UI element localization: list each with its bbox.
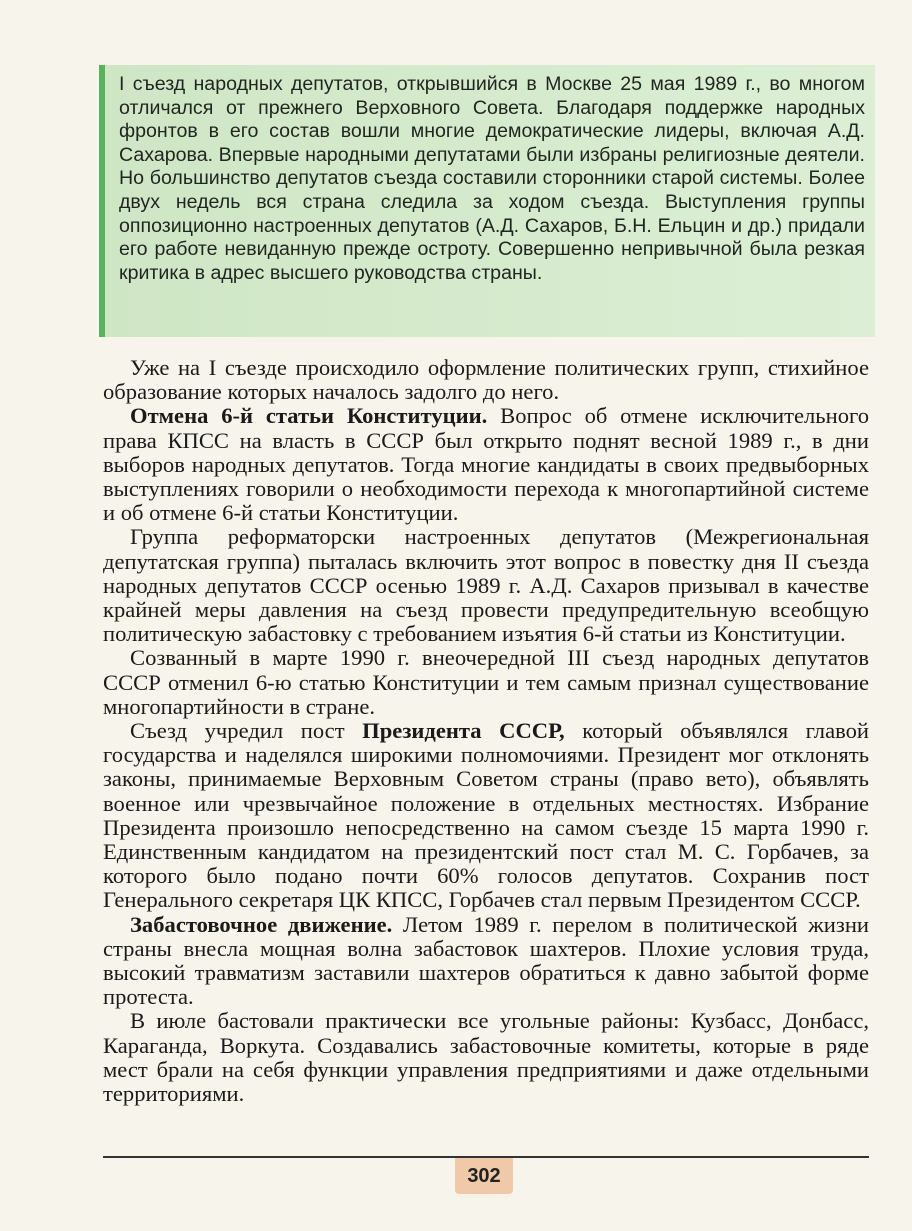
sidebar-box-text: I съезд народных депутатов, открывшийся в Москве 25 мая 1989 г., во многом отличался от прежнего Верховного Совета. Благодаря поддержке народных фронтов в его состав вошли многие демократические лидеры, включая А.Д. Сахарова. Впервые народными депутатами были избраны религиозные деятели. Но большинство депутатов съезда составили сторонники старой системы. Более двух недель вся страна следила за ходом съезда. Выступления группы оппозиционно настроенных депутатов (А.Д. Сахаров, Б.Н. Ельцин и др.) придали его работе невиданную прежде остроту. Совершенно непривычной была резкая критика в адрес высшего руководства страны.: [119, 73, 865, 284]
paragraph-5: [103, 719, 869, 913]
paragraph-6: [103, 913, 869, 1010]
paragraph-2-text: Вопрос об отмене исключительного права КПСС на власть в СССР был открыто поднят весной 1989 г., в дни выборов народных депутатов. Тогда многие кандидаты в своих предвыборных выступлениях говорили о необходимости перехода к многопартийной системе и об отмене 6-й статьи Конституции.: [103, 403, 870, 526]
main-text-column: [103, 356, 869, 1106]
paragraph-4: Созванный в марте 1990 г. внеочередной III съезд народных депутатов СССР отменил 6-ю статью Конституции и тем самым признал существование многопартийности в стране.: [103, 645, 869, 719]
section-heading-article-6: Отмена 6-й статьи Конституции.: [130, 403, 488, 429]
paragraph-3: Группа реформаторски настроенных депутатов (Межрегиональная депутатская группа) пыталась включить этот вопрос в повестку дня II съезда народных депутатов СССР осенью 1989 г. А.Д. Сахаров призывал в качестве крайней меры давления на съезд провести предупредительную всеобщую политическую забастовку с требованием изъятия 6-й статьи из Конституции.: [103, 524, 869, 647]
term-president-ussr: Президента СССР,: [362, 718, 565, 744]
paragraph-5-post: который объявлялся главой государства и наделялся широкими полномочиями. Президент мог отклонять законы, принимаемые Верховным Советом страны (право вето), объявлять военное или чрезвычайное положение в отдельных местностях. Избрание Президента произошло непосредственно на самом съезде 15 марта 1990 г. Единственным кандидатом на президентский пост стал М. С. Горбачев, за которого было подано почти 60% голосов депутатов. Сохранив пост Генерального секретаря ЦК КПСС, Горбачев стал первым Президентом СССР.: [103, 718, 870, 913]
highlighted-sidebar-box: [99, 65, 875, 337]
paragraph-5-pre: Съезд учредил пост: [130, 718, 363, 744]
page-number: 302: [455, 1158, 513, 1194]
section-heading-strike-movement: Забастовочное движение.: [130, 911, 393, 937]
paragraph-7: В июле бастовали практически все угольные районы: Кузбасс, Донбасс, Караганда, Воркута. Создавались забастовочные комитеты, которые в ряде мест брали на себя функции управления предприятиями и даже отдельными территориями.: [103, 1008, 869, 1107]
paragraph-1: Уже на I съезде происходило оформление политических групп, стихийное образование которых началось задолго до него.: [103, 355, 869, 405]
paragraph-6-text: Летом 1989 г. перелом в политической жизни страны внесла мощная волна забастовок шахтеров. Плохие условия труда, высокий травматизм заставили шахтеров обратиться к давно забытой форме протеста.: [103, 911, 869, 1010]
paragraph-2: [103, 404, 869, 525]
